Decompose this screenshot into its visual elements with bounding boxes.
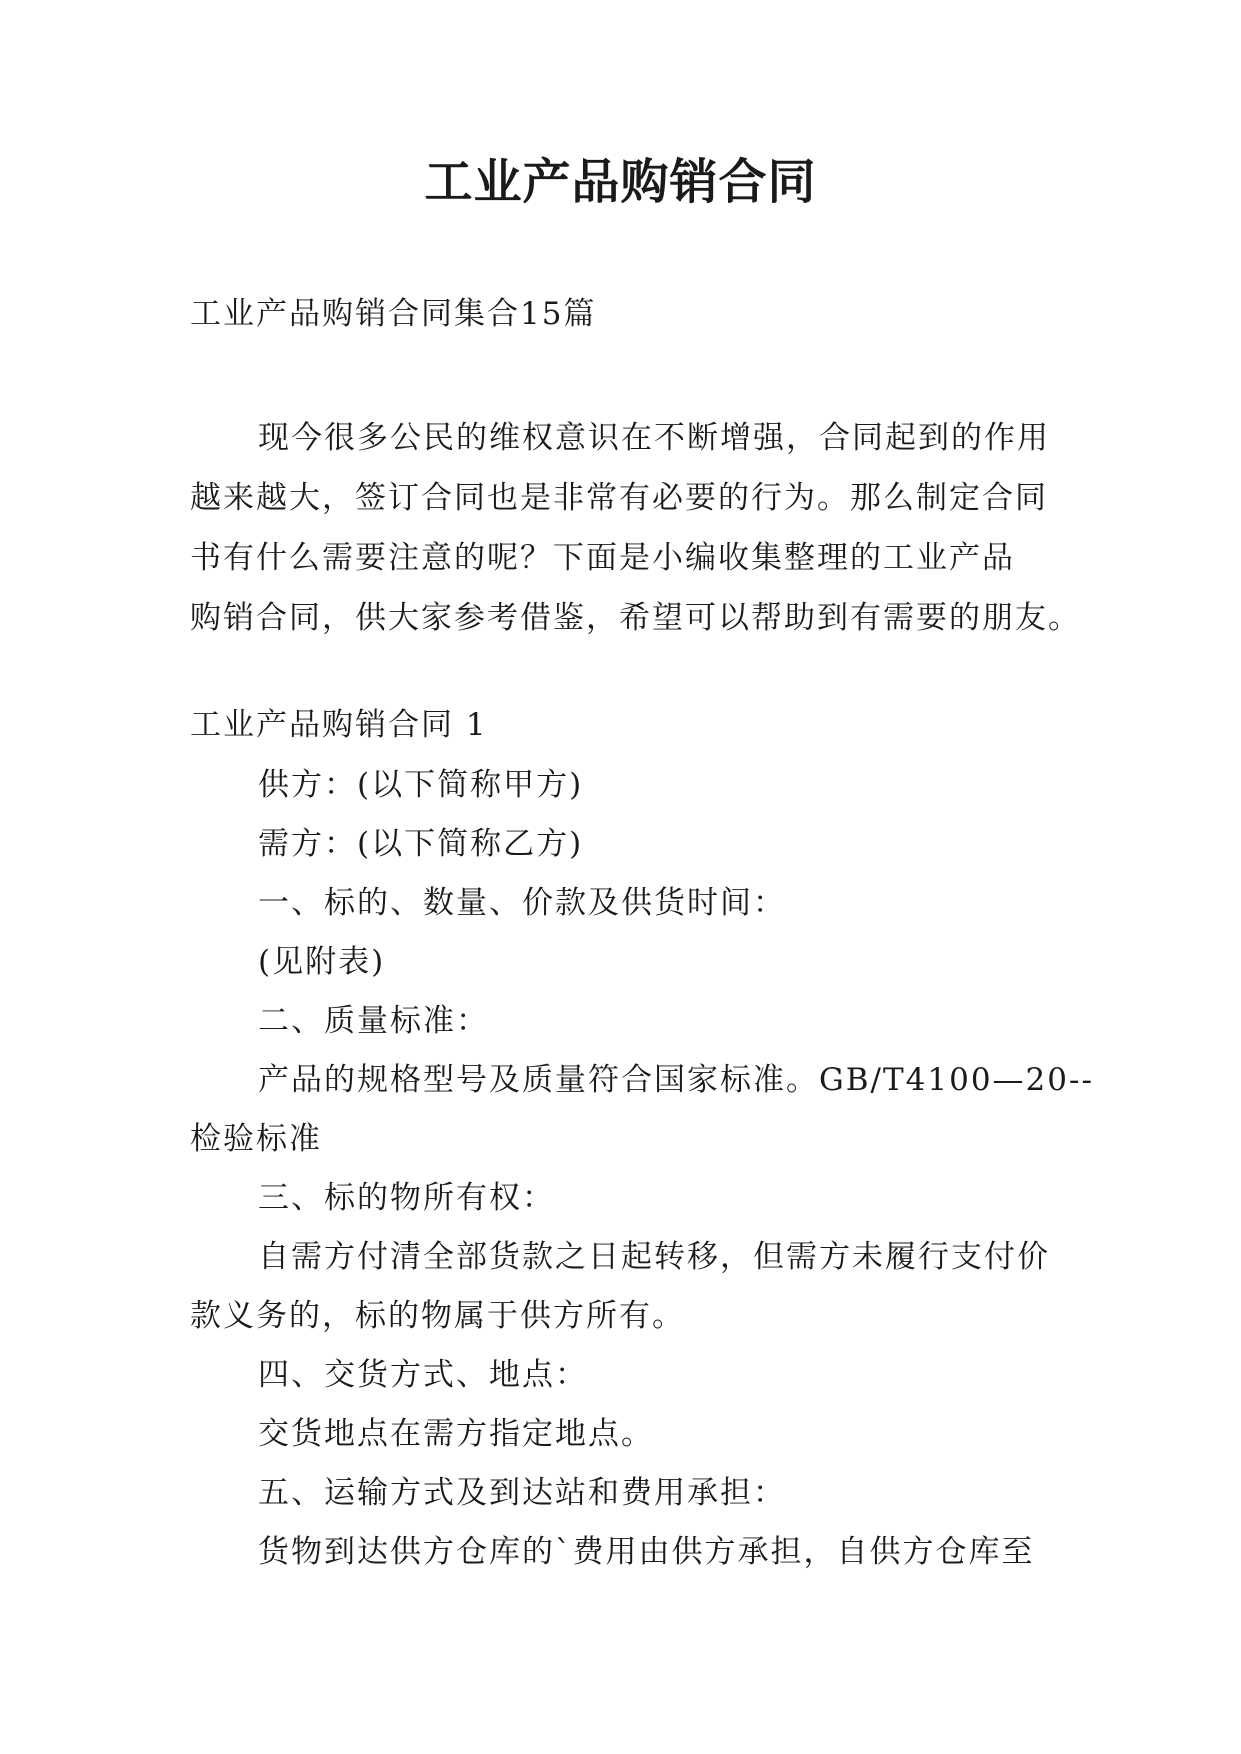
contract-line: 款义务的，标的物属于供方所有。 (190, 1298, 685, 1334)
intro-line: 购销合同，供大家参考借鉴，希望可以帮助到有需要的朋友。 (190, 600, 1081, 636)
contract-line: 供方：(以下简称甲方) (258, 767, 584, 803)
intro-line: 现今很多公民的维权意识在不断增强，合同起到的作用 (258, 420, 1050, 456)
contract-line: 三、标的物所有权： (258, 1180, 555, 1216)
contract-line: (见附表) (258, 944, 386, 980)
contract-line: 需方：(以下简称乙方) (258, 826, 584, 862)
contract-line: 交货地点在需方指定地点。 (258, 1416, 654, 1452)
document-title: 工业产品购销合同 (424, 154, 817, 210)
intro-line: 书有什么需要注意的呢？下面是小编收集整理的工业产品 (190, 540, 1015, 576)
contract-line: 二、质量标准： (258, 1003, 489, 1039)
contract-line: 一、标的、数量、价款及供货时间： (258, 885, 786, 921)
contract-line: 产品的规格型号及质量符合国家标准。GB/T4100—20-- (258, 1062, 1094, 1098)
intro-line: 越来越大，签订合同也是非常有必要的行为。那么制定合同 (190, 480, 1048, 516)
contract-line: 四、交货方式、地点： (258, 1357, 588, 1393)
intro-paragraph (190, 408, 1081, 648)
contract-body (190, 756, 1094, 1582)
contract-line: 五、运输方式及到达站和费用承担： (258, 1475, 786, 1511)
contract-line: 货物到达供方仓库的`费用由供方承担，自供方仓库至 (258, 1534, 1035, 1570)
document-subtitle: 工业产品购销合同集合15篇 (190, 296, 597, 332)
contract-line: 自需方付清全部货款之日起转移，但需方未履行支付价 (258, 1239, 1050, 1275)
contract-line: 检验标准 (190, 1121, 322, 1157)
section-title: 工业产品购销合同 1 (190, 707, 488, 743)
